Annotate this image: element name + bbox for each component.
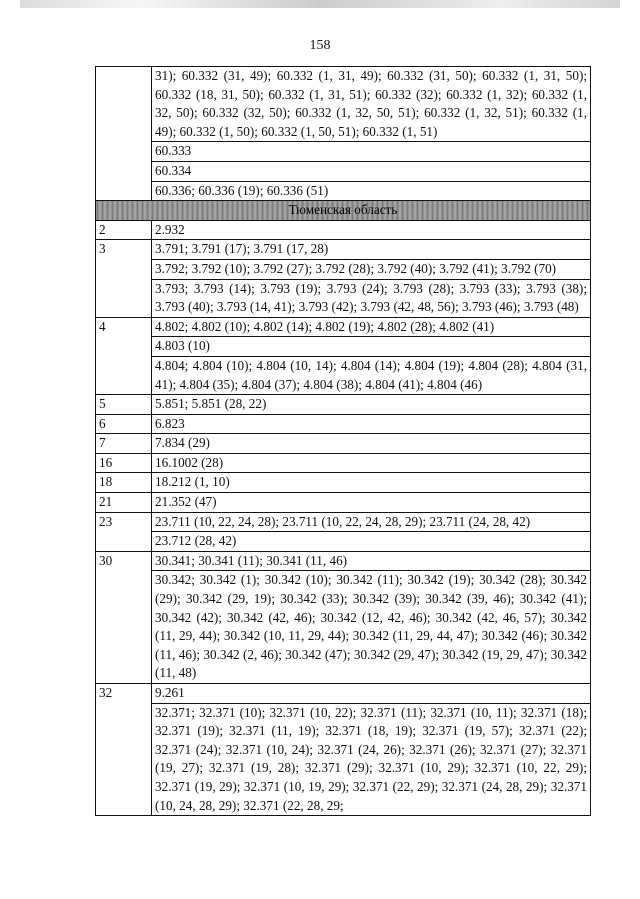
table-row [96,142,591,162]
table-row [96,337,591,357]
table-row [96,240,591,260]
items-cell: 5.851; 5.851 (28, 22) [152,395,591,415]
items-cell: 60.336; 60.336 (19); 60.336 (51) [152,181,591,201]
region-title: Тюменская область [96,201,591,221]
code-cell: 16 [96,453,152,473]
page-number: 158 [309,38,331,53]
table-row [96,473,591,493]
table-row [96,453,591,473]
table-row [96,395,591,415]
code-cell: 21 [96,493,152,513]
items-cell: 31); 60.332 (31, 49); 60.332 (1, 31, 49); 60.332 (31, 50); 60.332 (1, 31, 50); 60.332 (18, 31, 50); 60.332 (1, 31, 51); 60.332 (32); 60.332 (1, 32); 60.332 (1, 32, 50); 60.332 (32, 50); 60.332 (1, 32, 50, 51); 60.332 (1, 32, 51); 60.332 (1, 49); 60.332 (1, 50); 60.332 (1, 50, 51); 60.332 (1, 51) [152,67,591,142]
items-cell: 3.791; 3.791 (17); 3.791 (17, 28) [152,240,591,260]
items-cell: 23.711 (10, 22, 24, 28); 23.711 (10, 22, 24, 28, 29); 23.711 (24, 28, 42) [152,512,591,532]
code-cell: 6 [96,414,152,434]
table-row [96,571,591,684]
items-cell: 3.792; 3.792 (10); 3.792 (27); 3.792 (28); 3.792 (40); 3.792 (41); 3.792 (70) [152,259,591,279]
table-row [96,259,591,279]
items-cell: 4.803 (10) [152,337,591,357]
table-row [96,512,591,532]
code-cell: 7 [96,434,152,454]
table-row [96,181,591,201]
code-cell: 30 [96,551,152,683]
items-cell: 23.712 (28, 42) [152,532,591,552]
code-cell: 3 [96,240,152,317]
table-row [96,703,591,816]
classification-table [95,66,591,816]
table-row [96,317,591,337]
items-cell: 6.823 [152,414,591,434]
table-row [96,414,591,434]
code-cell: 2 [96,220,152,240]
table-row [96,279,591,317]
table-row [96,532,591,552]
items-cell: 60.333 [152,142,591,162]
items-cell: 60.334 [152,161,591,181]
code-cell: 32 [96,684,152,816]
table-row [96,684,591,704]
items-cell: 3.793; 3.793 (14); 3.793 (19); 3.793 (24); 3.793 (28); 3.793 (33); 3.793 (38); 3.793 (40); 3.793 (14, 41); 3.793 (42); 3.793 (42, 48, 56); 3.793 (46); 3.793 (48) [152,279,591,317]
items-cell: 18.212 (1, 10) [152,473,591,493]
code-cell: 4 [96,317,152,394]
items-cell: 4.802; 4.802 (10); 4.802 (14); 4.802 (19); 4.802 (28); 4.802 (41) [152,317,591,337]
items-cell: 30.342; 30.342 (1); 30.342 (10); 30.342 (11); 30.342 (19); 30.342 (28); 30.342 (29); 30.342 (29, 19); 30.342 (33); 30.342 (39); 30.342 (39, 46); 30.342 (41); 30.342 (42); 30.342 (42, 46); 30.342 (12, 42, 46); 30.342 (42, 46, 57); 30.342 (11, 29, 44); 30.342 (10, 11, 29, 44); 30.342 (11, 29, 44, 47); 30.342 (46); 30.342 (11, 46); 30.342 (2, 46); 30.342 (47); 30.342 (29, 47); 30.342 (19, 29, 47); 30.342 (11, 48) [152,571,591,684]
table-row [96,67,591,142]
table-row [96,551,591,571]
code-cell: 23 [96,512,152,551]
items-cell: 7.834 (29) [152,434,591,454]
items-cell: 32.371; 32.371 (10); 32.371 (10, 22); 32.371 (11); 32.371 (10, 11); 32.371 (18); 32.371 (19); 32.371 (11, 19); 32.371 (18, 19); 32.371 (19, 57); 32.371 (22); 32.371 (24); 32.371 (10, 24); 32.371 (24, 26); 32.371 (26); 32.371 (27); 32.371 (19, 27); 32.371 (19, 28); 32.371 (29); 32.371 (10, 29); 32.371 (10, 22, 29); 32.371 (19, 29); 32.371 (10, 19, 29); 32.371 (22, 29); 32.371 (24, 28, 29); 32.371 (10, 24, 28, 29); 32.371 (22, 28, 29; [152,703,591,816]
code-cell [96,67,152,201]
table-row [96,493,591,513]
items-cell: 4.804; 4.804 (10); 4.804 (10, 14); 4.804 (14); 4.804 (19); 4.804 (28); 4.804 (31, 41); 4.804 (35); 4.804 (37); 4.804 (38); 4.804 (41); 4.804 (46) [152,356,591,394]
items-cell: 30.341; 30.341 (11); 30.341 (11, 46) [152,551,591,571]
items-cell: 21.352 (47) [152,493,591,513]
region-header-row [96,201,591,221]
table-row [96,434,591,454]
code-cell: 18 [96,473,152,493]
items-cell: 16.1002 (28) [152,453,591,473]
table-row [96,220,591,240]
code-cell: 5 [96,395,152,415]
table-row [96,161,591,181]
items-cell: 2.932 [152,220,591,240]
table-row [96,356,591,394]
scan-artifact [20,0,620,8]
items-cell: 9.261 [152,684,591,704]
